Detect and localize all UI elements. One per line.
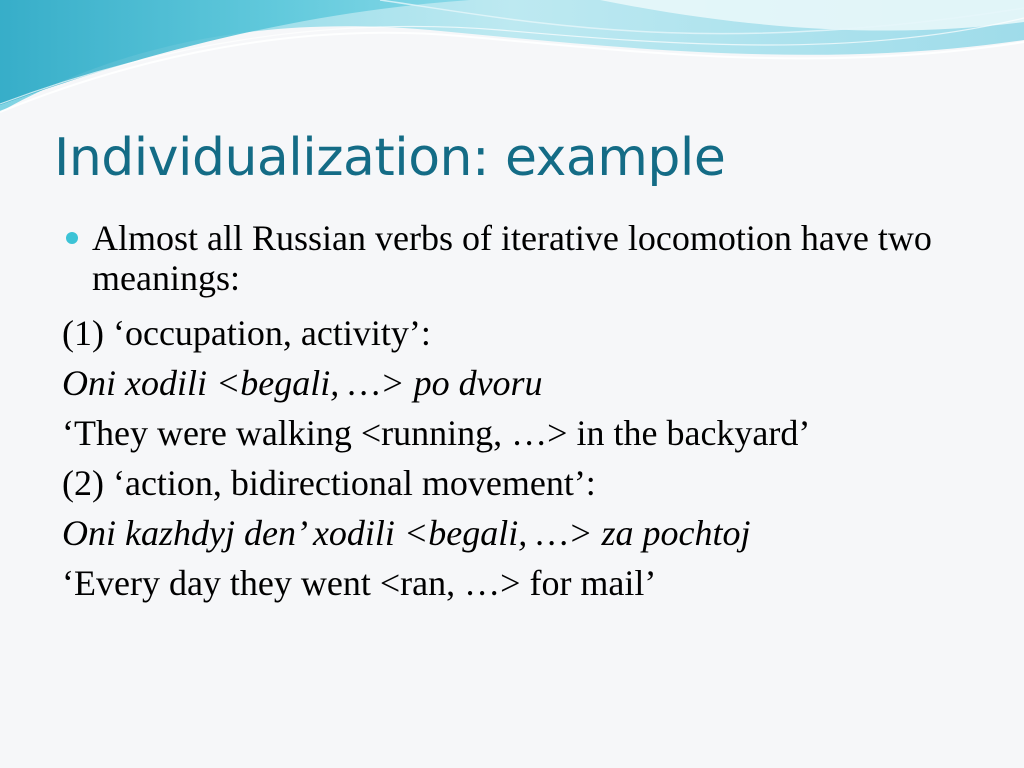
header-wave-decoration: [0, 0, 1024, 120]
example-1-russian: Oni xodili <begali, …> po dvoru: [62, 363, 543, 403]
slide-body: [62, 218, 1002, 608]
bullet-text: Almost all Russian verbs of iterative locomotion have two meanings:: [92, 218, 932, 298]
slide-title: Individualization: example: [54, 128, 726, 188]
meaning-2-heading: (2) ‘action, bidirectional movement’:: [62, 463, 596, 503]
example-1-translation: ‘They were walking <running, …> in the backyard’: [62, 413, 811, 453]
example-2-russian: Oni kazhdyj den’ xodili <begali, …> za pochtoj: [62, 513, 751, 553]
example-2-translation: ‘Every day they went <ran, …> for mail’: [62, 563, 657, 603]
bullet-dot-icon: [66, 232, 78, 244]
bullet-item: [62, 218, 1002, 298]
meaning-1-heading: (1) ‘occupation, activity’:: [62, 313, 431, 353]
